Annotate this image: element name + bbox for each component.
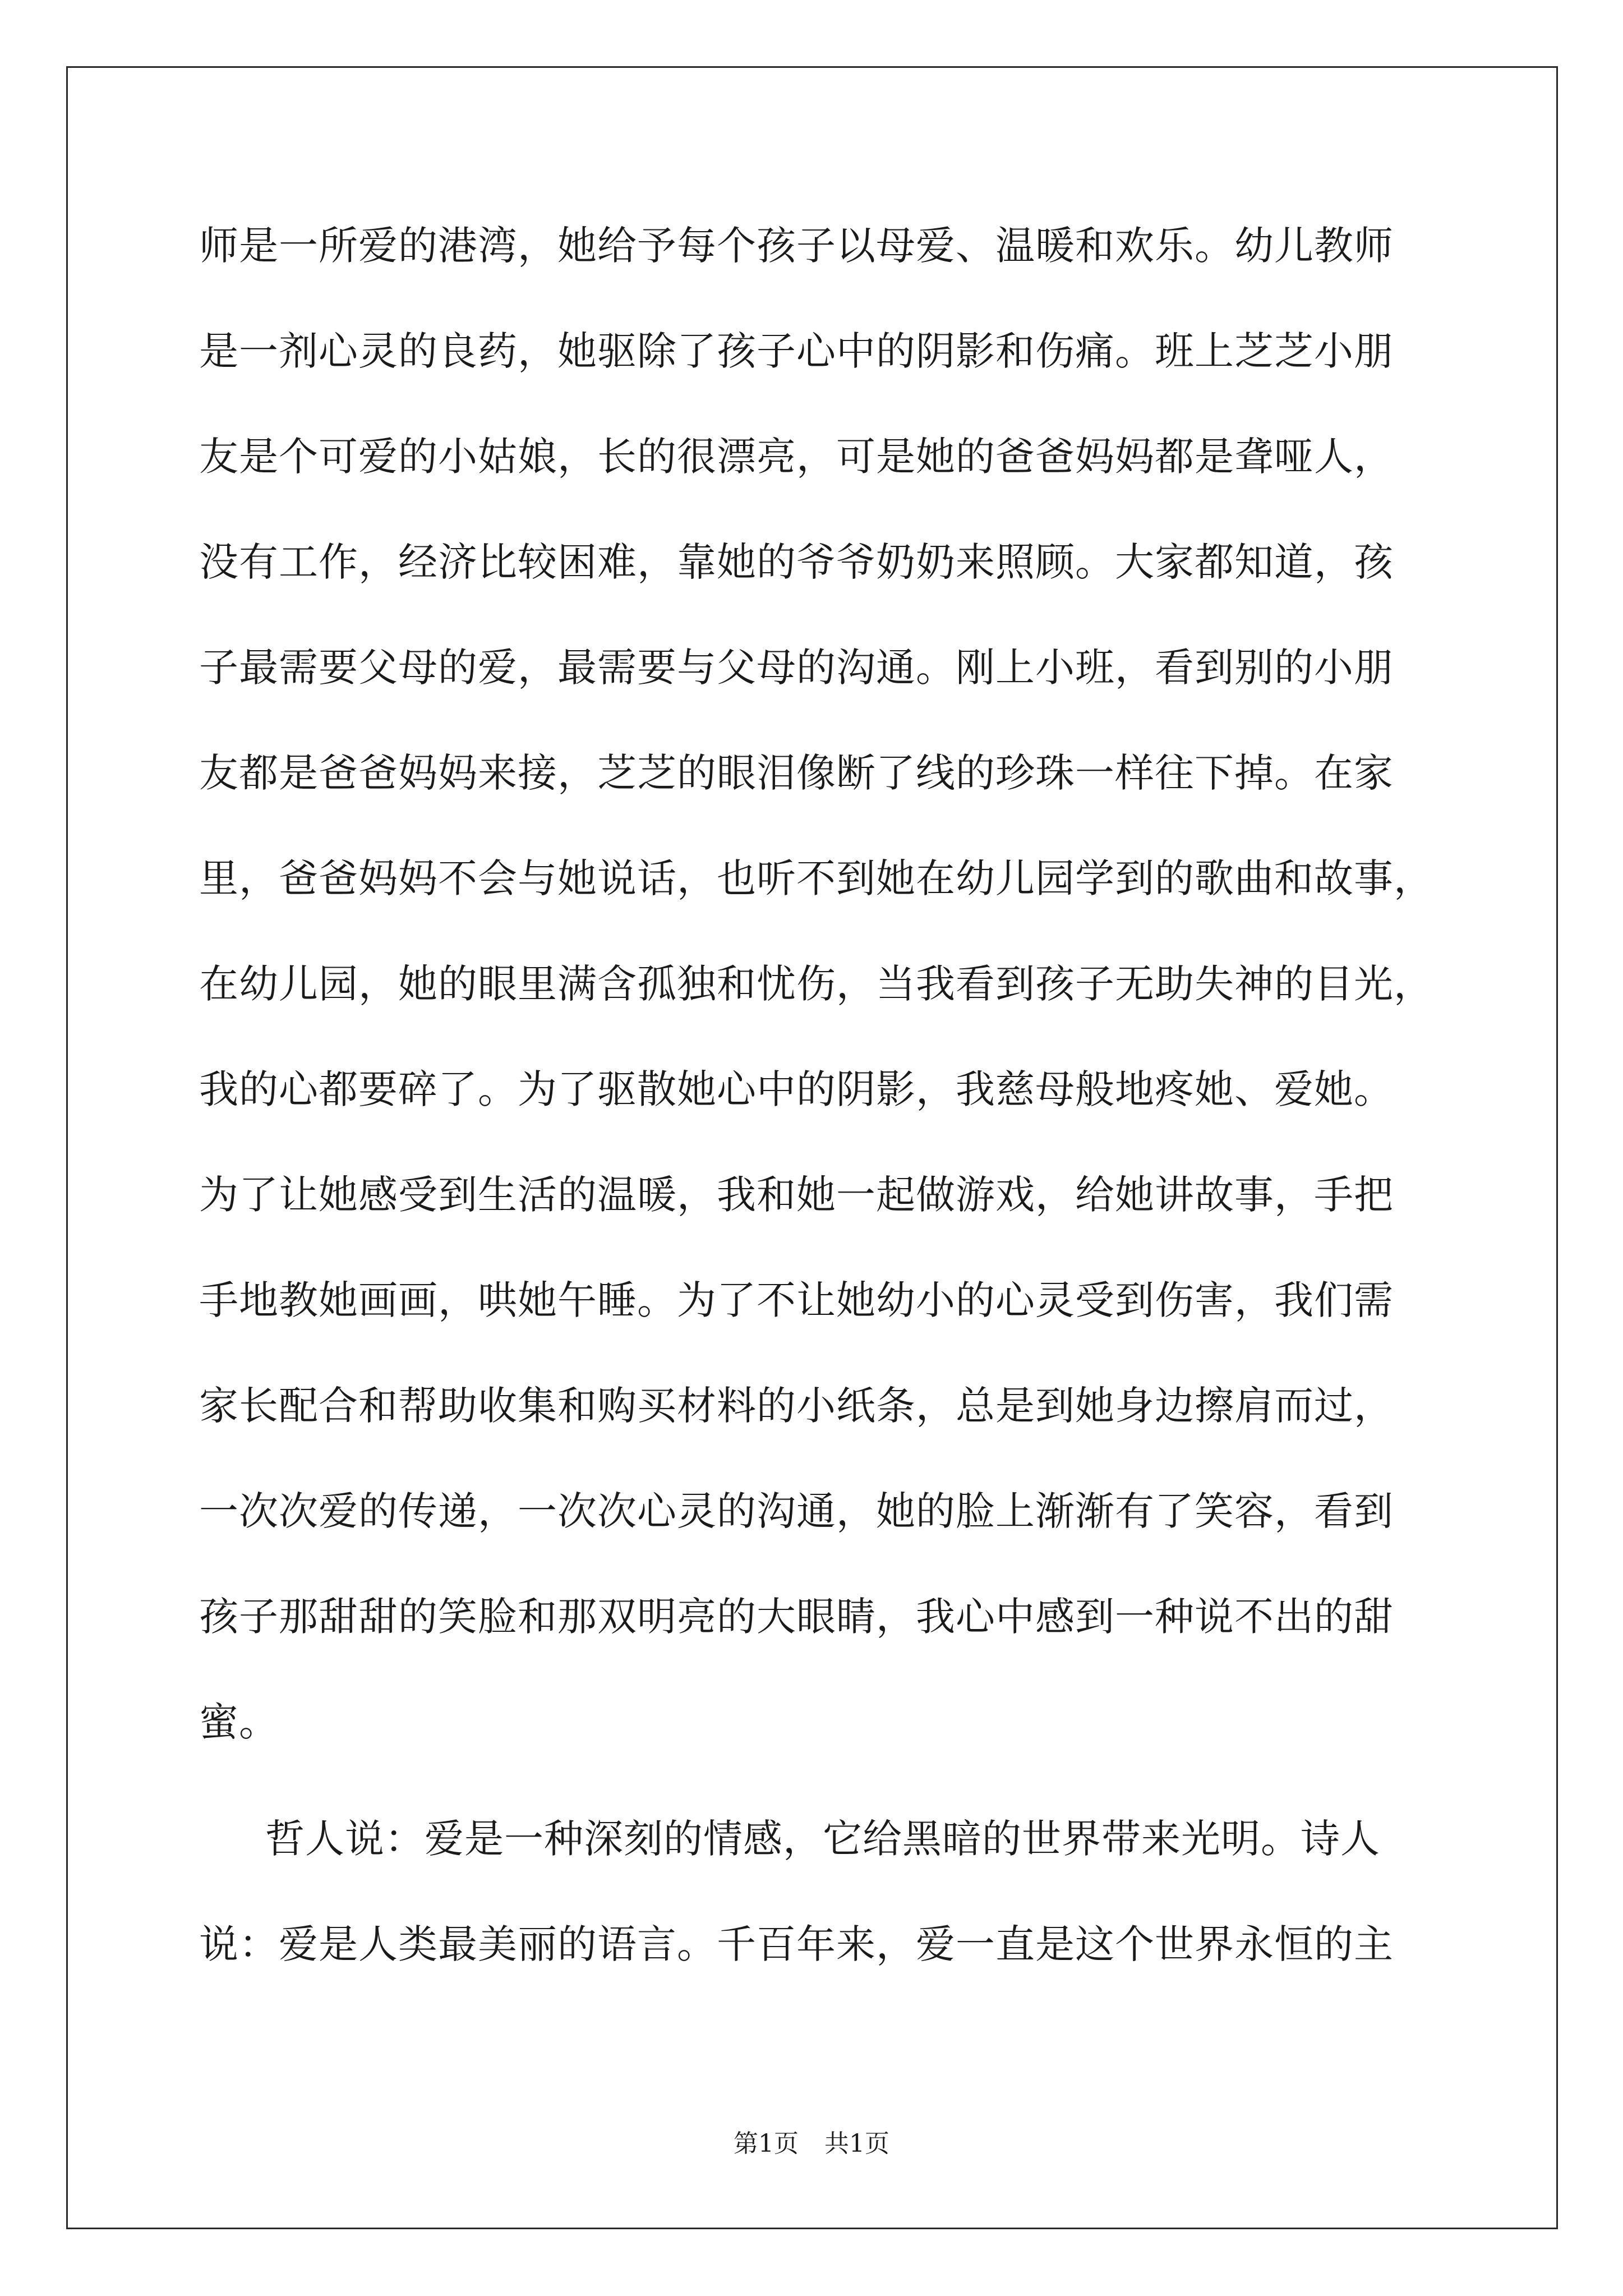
text-line: 家长配合和帮助收集和购买材料的小纸条，总是到她身边擦肩而过， [199,1383,1394,1429]
page-number: 第1页 [734,2129,799,2158]
text-line: 友是个可爱的小姑娘，长的很漂亮，可是她的爸爸妈妈都是聋哑人， [199,434,1394,480]
paragraph-first-line: 哲人说：爱是一种深刻的情感，它给黑暗的世界带来光明。诗人 [265,1816,1380,1862]
text-line: 里，爸爸妈妈不会与她说话，也听不到她在幼儿园学到的歌曲和故事， [199,855,1433,901]
document-body [199,218,1461,2022]
text-line: 一次次爱的传递，一次次心灵的沟通，她的脸上渐渐有了笑容，看到 [199,1488,1394,1534]
text-line: 手地教她画画，哄她午睡。为了不让她幼小的心灵受到伤害，我们需 [199,1277,1394,1323]
page-total: 共1页 [824,2129,889,2158]
page-footer [0,2127,1623,2161]
text-line: 师是一所爱的港湾，她给予每个孩子以母爱、温暖和欢乐。幼儿教师 [199,223,1394,269]
text-line: 没有工作，经济比较困难，靠她的爷爷奶奶来照顾。大家都知道，孩 [199,539,1394,585]
text-line: 孩子那甜甜的笑脸和那双明亮的大眼睛，我心中感到一种说不出的甜 [199,1594,1394,1640]
text-line: 友都是爸爸妈妈来接，芝芝的眼泪像断了线的珍珠一样往下掉。在家 [199,750,1394,796]
text-line: 是一剂心灵的良药，她驱除了孩子心中的阴影和伤痛。班上芝芝小朋 [199,328,1394,374]
text-line: 为了让她感受到生活的温暖，我和她一起做游戏，给她讲故事，手把 [199,1172,1394,1218]
text-line: 在幼儿园，她的眼里满含孤独和忧伤，当我看到孩子无助失神的目光， [199,961,1433,1007]
text-line: 我的心都要碎了。为了驱散她心中的阴影，我慈母般地疼她、爱她。 [199,1066,1394,1112]
text-line: 蜜。 [199,1699,279,1745]
text-line: 说：爱是人类最美丽的语言。千百年来，爱一直是这个世界永恒的主 [199,1921,1394,1967]
text-line: 子最需要父母的爱，最需要与父母的沟通。刚上小班，看到别的小朋 [199,645,1394,691]
